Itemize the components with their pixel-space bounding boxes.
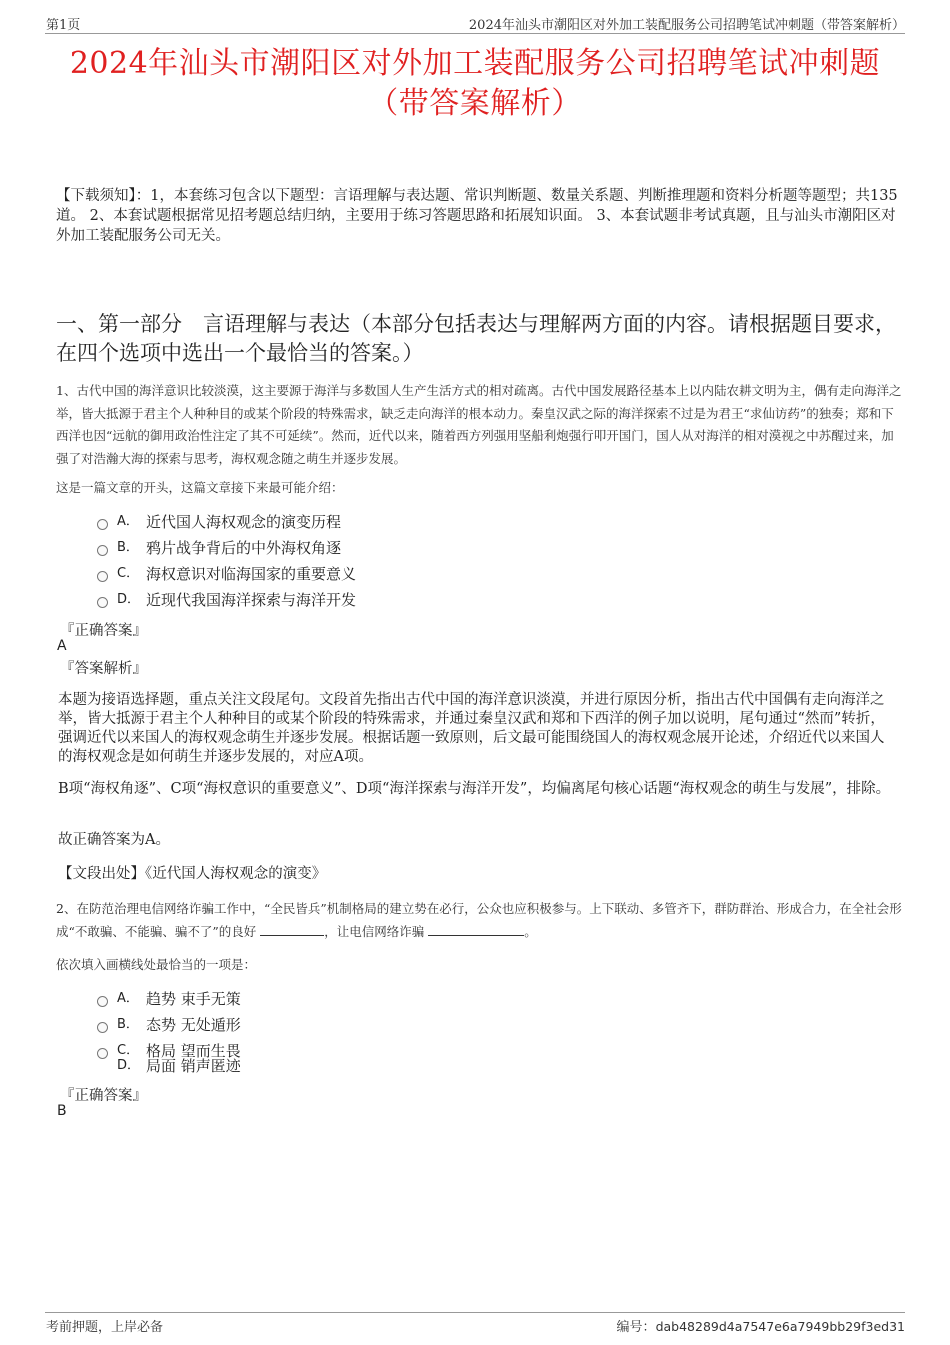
footer-code-value: dab48289d4a7547e6a7949bb29f3ed31 xyxy=(655,1319,905,1334)
question-1-answer-label: 『正确答案』 xyxy=(60,623,147,639)
question-1-source: 【文段出处】《近代国人海权观念的演变》 xyxy=(58,866,327,882)
radio-icon[interactable] xyxy=(97,597,108,608)
fill-blank-1 xyxy=(260,923,324,936)
question-1-option-a[interactable] xyxy=(97,512,341,532)
option-text: 近现代我国海洋探索与海洋开发 xyxy=(146,591,357,609)
option-letter: C． xyxy=(117,566,140,581)
question-1-answer: A xyxy=(57,638,67,654)
document-title xyxy=(45,44,905,124)
question-2-option-d[interactable] xyxy=(97,1056,241,1076)
title-line-2: （带答案解析） xyxy=(368,86,582,121)
option-letter: A． xyxy=(117,991,139,1006)
question-2-option-a[interactable] xyxy=(97,989,241,1009)
question-1-analysis-label: 『答案解析』 xyxy=(60,661,147,677)
option-letter: B． xyxy=(117,1017,139,1032)
option-text: 趋势 束手无策 xyxy=(146,990,241,1008)
option-text: 态势 无处遁形 xyxy=(146,1016,241,1034)
question-1-analysis-paragraph-3: 故正确答案为A。 xyxy=(58,832,170,848)
option-letter: D． xyxy=(117,592,141,607)
question-2-answer: B xyxy=(57,1103,67,1119)
radio-icon[interactable] xyxy=(97,996,108,1007)
question-1-prompt: 这是一篇文章的开头，这篇文章接下来最可能介绍： xyxy=(56,480,344,495)
question-2-option-b[interactable] xyxy=(97,1015,241,1035)
question-2-answer-label: 『正确答案』 xyxy=(60,1088,147,1104)
question-1-option-c[interactable] xyxy=(97,564,356,584)
question-2-stem-part-2: ，让电信网络诈骗 xyxy=(324,923,425,939)
option-text: 局面 销声匿迹 xyxy=(146,1057,241,1075)
fill-blank-2 xyxy=(428,923,524,936)
radio-icon[interactable] xyxy=(97,519,108,530)
option-letter: B． xyxy=(117,540,139,555)
option-text: 海权意识对临海国家的重要意义 xyxy=(146,565,357,583)
page-number: 第1页 xyxy=(46,18,81,33)
radio-icon[interactable] xyxy=(97,571,108,582)
question-1-analysis-paragraph-1: 本题为接语选择题，重点关注文段尾句。文段首先指出古代中国的海洋意识淡漠，并进行原因分析，指出古代中国偶有走向海洋之举，皆大抵源于君主个人种种目的或某个阶段的特殊需求，并通过秦皇汉武和郑和下西洋的例子加以说明，尾句通过“然而”转折，强调近代以来国人的海权观念萌生并逐步发展。根据话题一致原则，后文最可能围绕国人的海权观念展开论述，介绍近代以来国人的海权观念是如何萌生并逐步发展的，对应A项。 xyxy=(58,692,885,765)
section-heading: 一、第一部分 言语理解与表达（本部分包括表达与理解两方面的内容。请根据题目要求，在四个选项中选出一个最恰当的答案。） xyxy=(56,312,896,365)
question-2-prompt: 依次填入画横线处最恰当的一项是： xyxy=(56,957,257,972)
option-letter: C． xyxy=(117,1043,140,1058)
footer-code xyxy=(617,1316,905,1335)
option-letter: D． xyxy=(117,1058,141,1073)
running-title: 2024年汕头市潮阳区对外加工装配服务公司招聘笔试冲刺题（带答案解析） xyxy=(468,18,905,33)
question-2-stem-part-3: 。 xyxy=(524,923,537,939)
radio-icon[interactable] xyxy=(97,1022,108,1033)
title-line-1: 2024年汕头市潮阳区对外加工装配服务公司招聘笔试冲刺题 xyxy=(69,46,881,81)
question-2-stem-part-1: 2、在防范治理电信网络诈骗工作中，“全民皆兵”机制格局的建立势在必行，公众也应积极参与。上下联动、多管齐下，群防群治、形成合力，在全社会形成“不敢骗、不能骗、骗不了”的良好 xyxy=(56,901,902,939)
header-divider xyxy=(45,33,905,34)
question-1-stem: 1、古代中国的海洋意识比较淡漠，这主要源于海洋与多数国人生产生活方式的相对疏离。古代中国发展路径基本上以内陆农耕文明为主，偶有走向海洋之举，皆大抵源于君主个人种种目的或某个阶段的特殊需求，缺乏走向海洋的根本动力。秦皇汉武之际的海洋探索不过是为君王“求仙访药”的独奏；郑和下西洋也因“远航的御用政治性注定了其不可延续”。然而，近代以来，随着西方列强用坚船利炮强行叩开国门，国人从对海洋的相对漠视之中苏醒过来，加强了对浩瀚大海的探索与思考，海权观念随之萌生并逐步发展。 xyxy=(56,383,902,466)
question-1-option-d[interactable] xyxy=(97,590,356,610)
download-notice: 【下载须知】：1，本套练习包含以下题型：言语理解与表达题、常识判断题、数量关系题、判断推理题和资料分析题等题型；共135道。 2、本套试题根据常见招考题总结归纳，主要用于练习答题思路和拓展知识面。 3、本套试题非考试真题，且与汕头市潮阳区对外加工装配服务公司无关。 xyxy=(56,188,898,244)
footer-divider xyxy=(45,1312,905,1313)
radio-icon[interactable] xyxy=(97,545,108,556)
option-text: 鸦片战争背后的中外海权角逐 xyxy=(146,539,342,557)
question-1-option-b[interactable] xyxy=(97,538,341,558)
footer-slogan: 考前押题，上岸必备 xyxy=(46,1320,164,1335)
question-1-analysis-paragraph-2: B项“海权角逐”、C项“海权意识的重要意义”、D项“海洋探索与海洋开发”，均偏离尾句核心话题“海权观念的萌生与发展”，排除。 xyxy=(58,781,891,797)
option-letter: A． xyxy=(117,514,139,529)
question-2-stem xyxy=(56,898,906,943)
footer-code-label: 编号： xyxy=(616,1320,656,1335)
option-text: 格局 望而生畏 xyxy=(146,1042,241,1060)
option-text: 近代国人海权观念的演变历程 xyxy=(146,513,342,531)
